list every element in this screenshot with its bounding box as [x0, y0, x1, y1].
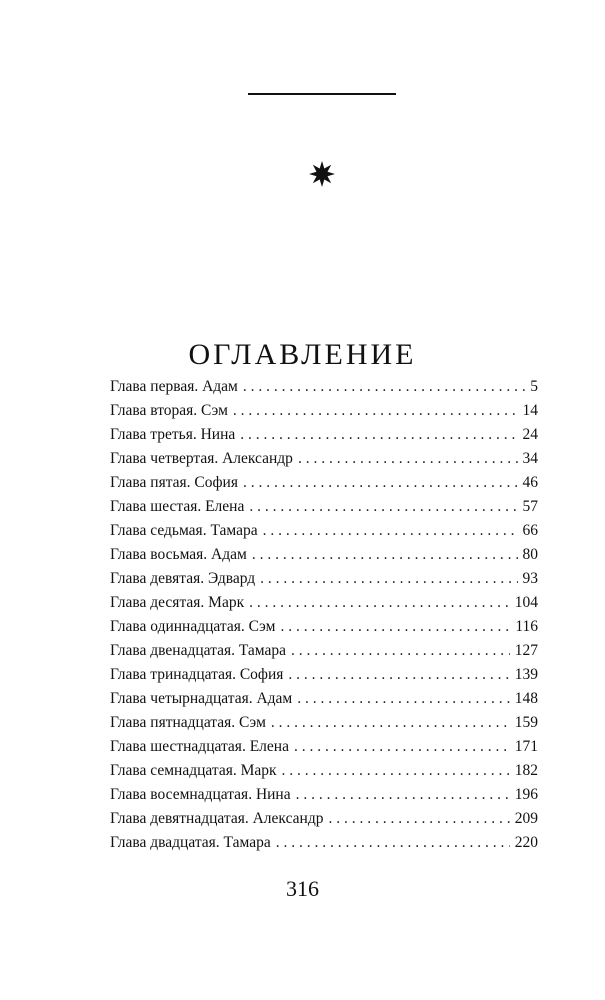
- toc-entry-page: 196: [514, 786, 538, 803]
- toc-entry[interactable]: [110, 543, 538, 567]
- toc-entry[interactable]: [110, 759, 538, 783]
- toc-entry-page: 182: [514, 762, 538, 779]
- dot-leader: [260, 567, 517, 591]
- toc-entry[interactable]: [110, 663, 538, 687]
- toc-entry-page: 159: [514, 714, 538, 731]
- toc-entry[interactable]: [110, 471, 538, 495]
- toc-entry-label: Глава шестнадцатая. Елена: [110, 738, 289, 755]
- toc-entry-label: Глава одиннадцатая. Сэм: [110, 618, 276, 635]
- toc-entry-label: Глава четырнадцатая. Адам: [110, 690, 293, 707]
- toc-entry[interactable]: [110, 495, 538, 519]
- toc-entry[interactable]: [110, 735, 538, 759]
- toc-entry-page: 127: [514, 642, 538, 659]
- toc-entry-label: Глава двенадцатая. Тамара: [110, 642, 287, 659]
- top-rule: [248, 93, 396, 95]
- toc-entry-page: 171: [514, 738, 538, 755]
- dot-leader: [233, 399, 518, 423]
- toc-entry-label: Глава пятая. София: [110, 474, 238, 491]
- toc-entry-label: Глава первая. Адам: [110, 378, 238, 395]
- toc-entry[interactable]: [110, 447, 538, 471]
- toc-entry-page: 220: [514, 834, 538, 851]
- toc-entry-page: 66: [522, 522, 538, 539]
- toc-entry-label: Глава пятнадцатая. Сэм: [110, 714, 266, 731]
- toc-entry-page: 57: [522, 498, 538, 515]
- toc-entry-label: Глава третья. Нина: [110, 426, 236, 443]
- toc-entry-page: 5: [530, 378, 538, 395]
- toc-entry-page: 34: [522, 450, 538, 467]
- toc-entry[interactable]: [110, 591, 538, 615]
- toc-entry-page: 104: [514, 594, 538, 611]
- toc-entry-label: Глава вторая. Сэм: [110, 402, 228, 419]
- toc-entry-label: Глава двадцатая. Тамара: [110, 834, 271, 851]
- page-number: 316: [286, 876, 319, 901]
- toc-entry-page: 46: [522, 474, 538, 491]
- dot-leader: [294, 735, 510, 759]
- dot-leader: [240, 423, 517, 447]
- toc-entry[interactable]: [110, 615, 538, 639]
- toc-entry-label: Глава шестая. Елена: [110, 498, 245, 515]
- toc-entry-label: Глава восемнадцатая. Нина: [110, 786, 291, 803]
- toc-entry-label: Глава седьмая. Тамара: [110, 522, 258, 539]
- toc-entry-page: 24: [522, 426, 538, 443]
- toc-entry[interactable]: [110, 783, 538, 807]
- toc-entry[interactable]: [110, 831, 538, 855]
- toc-entry-label: Глава семнадцатая. Марк: [110, 762, 277, 779]
- toc-entry-label: Глава четвертая. Александр: [110, 450, 293, 467]
- toc-entry[interactable]: [110, 567, 538, 591]
- toc-entry-label: Глава девятая. Эдвард: [110, 570, 256, 587]
- toc-title: ОГЛАВЛЕНИЕ: [188, 338, 417, 372]
- toc-entry-page: 209: [514, 810, 538, 827]
- toc-entry[interactable]: [110, 519, 538, 543]
- toc-entry[interactable]: [110, 807, 538, 831]
- toc-entry[interactable]: [110, 687, 538, 711]
- toc-entry-page: 148: [514, 690, 538, 707]
- dot-leader: [291, 639, 510, 663]
- dot-leader: [297, 687, 510, 711]
- toc-entry-label: Глава десятая. Марк: [110, 594, 245, 611]
- dot-leader: [252, 543, 518, 567]
- dot-leader: [298, 447, 518, 471]
- toc-entry-page: 116: [515, 618, 538, 635]
- toc-entry-label: Глава восьмая. Адам: [110, 546, 247, 563]
- eight-point-star-icon: [308, 160, 336, 188]
- dot-leader: [280, 615, 510, 639]
- toc-list: [110, 375, 538, 855]
- toc-entry-page: 80: [522, 546, 538, 563]
- dot-leader: [263, 519, 518, 543]
- toc-entry[interactable]: [110, 639, 538, 663]
- toc-entry-page: 139: [514, 666, 538, 683]
- dot-leader: [296, 783, 510, 807]
- dot-leader: [243, 375, 525, 399]
- dot-leader: [249, 591, 510, 615]
- dot-leader: [271, 711, 510, 735]
- toc-entry[interactable]: [110, 711, 538, 735]
- dot-leader: [282, 759, 510, 783]
- toc-entry-label: Глава девятнадцатая. Александр: [110, 810, 324, 827]
- dot-leader: [328, 807, 509, 831]
- dot-leader: [249, 495, 517, 519]
- toc-entry-page: 14: [522, 402, 538, 419]
- dot-leader: [276, 831, 510, 855]
- toc-entry[interactable]: [110, 375, 538, 399]
- toc-entry-label: Глава тринадцатая. София: [110, 666, 284, 683]
- dot-leader: [288, 663, 509, 687]
- toc-entry-page: 93: [522, 570, 538, 587]
- dot-leader: [243, 471, 518, 495]
- toc-entry[interactable]: [110, 399, 538, 423]
- toc-entry[interactable]: [110, 423, 538, 447]
